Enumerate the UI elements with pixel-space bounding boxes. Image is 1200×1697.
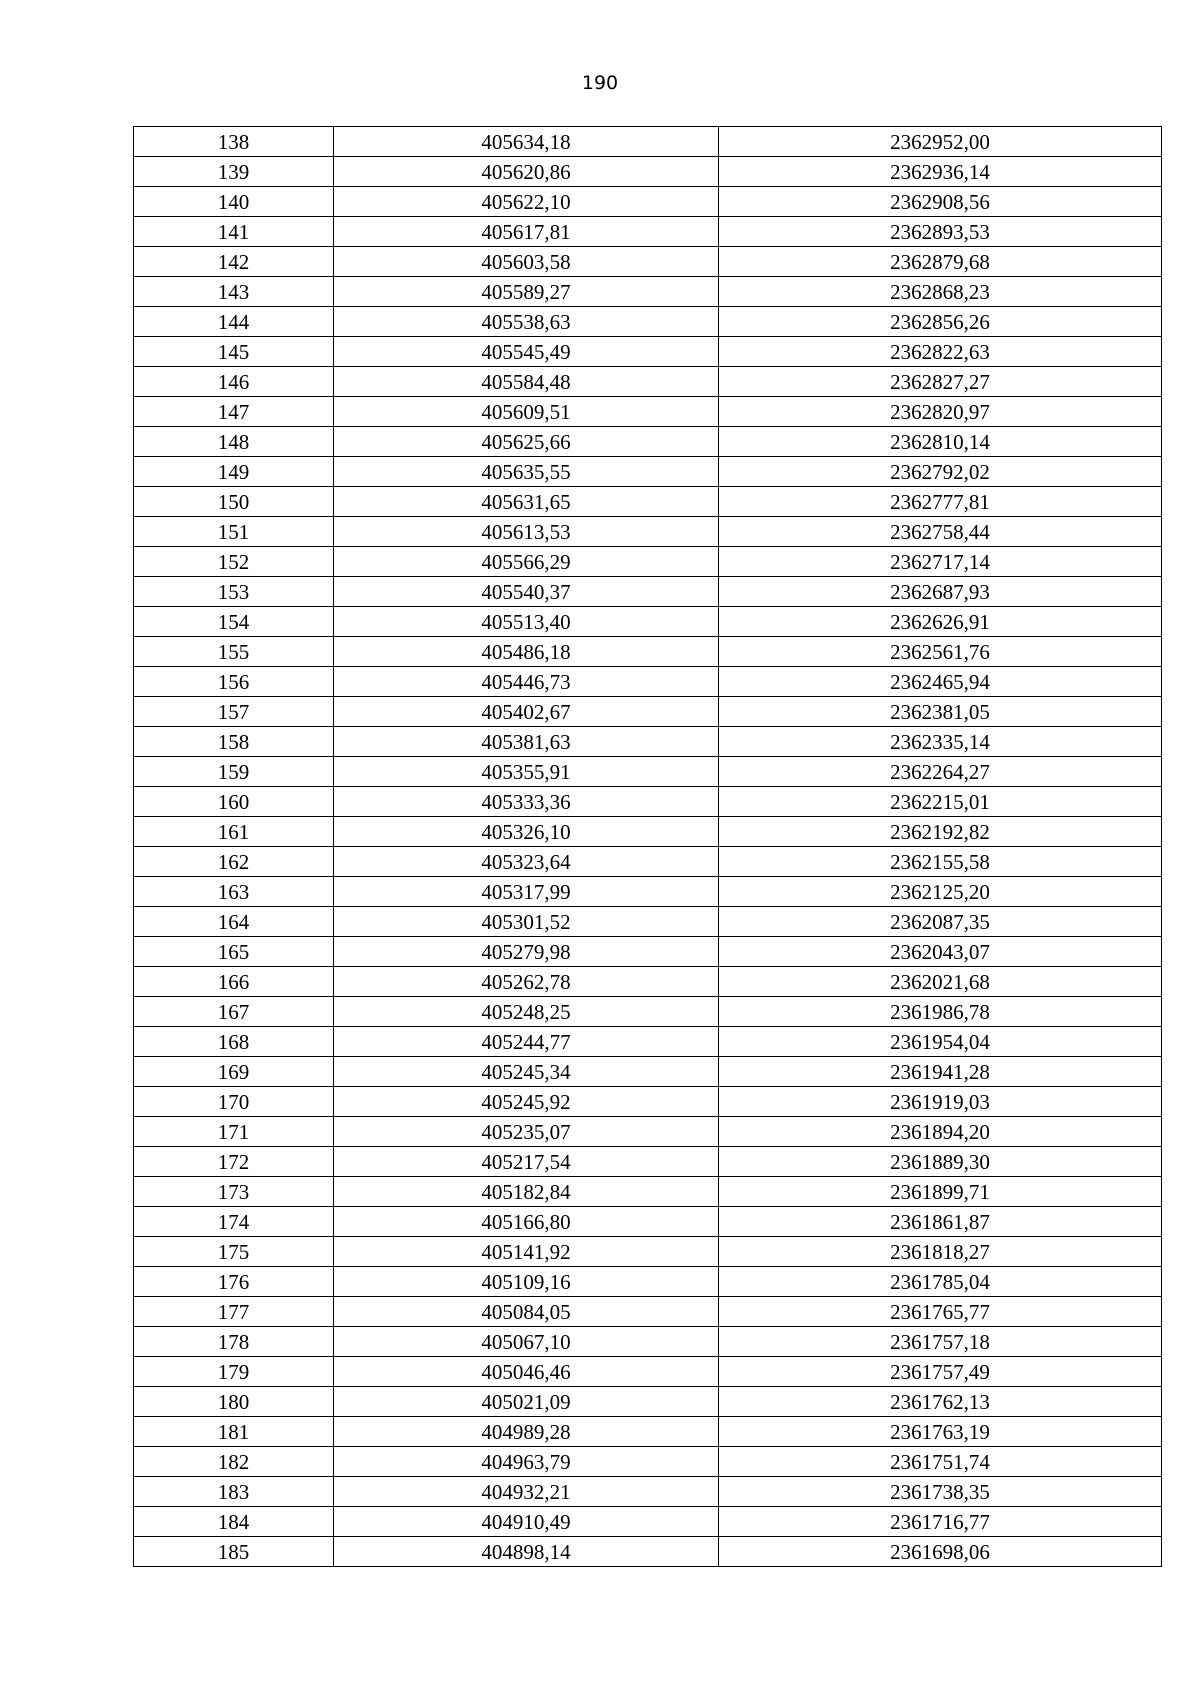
y-coordinate-cell: 2362952,00 (719, 127, 1162, 157)
y-coordinate-cell: 2362717,14 (719, 547, 1162, 577)
x-coordinate-cell: 404932,21 (334, 1477, 719, 1507)
y-coordinate-cell: 2361986,78 (719, 997, 1162, 1027)
table-row (134, 517, 1162, 547)
y-coordinate-cell: 2362561,76 (719, 637, 1162, 667)
x-coordinate-cell: 404910,49 (334, 1507, 719, 1537)
point-number-cell: 156 (134, 667, 334, 697)
table-row (134, 337, 1162, 367)
y-coordinate-cell: 2361751,74 (719, 1447, 1162, 1477)
table-row (134, 217, 1162, 247)
point-number-cell: 149 (134, 457, 334, 487)
point-number-cell: 176 (134, 1267, 334, 1297)
page-number: 190 (581, 72, 619, 94)
point-number-cell: 182 (134, 1447, 334, 1477)
y-coordinate-cell: 2361757,18 (719, 1327, 1162, 1357)
point-number-cell: 179 (134, 1357, 334, 1387)
table-row (134, 847, 1162, 877)
x-coordinate-cell: 405021,09 (334, 1387, 719, 1417)
y-coordinate-cell: 2361818,27 (719, 1237, 1162, 1267)
table-row (134, 1327, 1162, 1357)
x-coordinate-cell: 405603,58 (334, 247, 719, 277)
table-row (134, 1537, 1162, 1567)
table-row (134, 907, 1162, 937)
point-number-cell: 150 (134, 487, 334, 517)
coordinates-table-body (134, 127, 1162, 1567)
point-number-cell: 143 (134, 277, 334, 307)
point-number-cell: 138 (134, 127, 334, 157)
point-number-cell: 147 (134, 397, 334, 427)
y-coordinate-cell: 2362827,27 (719, 367, 1162, 397)
x-coordinate-cell: 405244,77 (334, 1027, 719, 1057)
point-number-cell: 165 (134, 937, 334, 967)
table-row (134, 1357, 1162, 1387)
table-row (134, 157, 1162, 187)
y-coordinate-cell: 2362087,35 (719, 907, 1162, 937)
y-coordinate-cell: 2361763,19 (719, 1417, 1162, 1447)
x-coordinate-cell: 405141,92 (334, 1237, 719, 1267)
table-row (134, 1027, 1162, 1057)
x-coordinate-cell: 405584,48 (334, 367, 719, 397)
x-coordinate-cell: 405589,27 (334, 277, 719, 307)
point-number-cell: 178 (134, 1327, 334, 1357)
x-coordinate-cell: 405355,91 (334, 757, 719, 787)
x-coordinate-cell: 404963,79 (334, 1447, 719, 1477)
y-coordinate-cell: 2362822,63 (719, 337, 1162, 367)
x-coordinate-cell: 405538,63 (334, 307, 719, 337)
x-coordinate-cell: 405084,05 (334, 1297, 719, 1327)
x-coordinate-cell: 405446,73 (334, 667, 719, 697)
x-coordinate-cell: 405631,65 (334, 487, 719, 517)
x-coordinate-cell: 405046,46 (334, 1357, 719, 1387)
table-row (134, 787, 1162, 817)
point-number-cell: 151 (134, 517, 334, 547)
point-number-cell: 146 (134, 367, 334, 397)
table-row (134, 1057, 1162, 1087)
y-coordinate-cell: 2362879,68 (719, 247, 1162, 277)
point-number-cell: 148 (134, 427, 334, 457)
x-coordinate-cell: 405109,16 (334, 1267, 719, 1297)
y-coordinate-cell: 2362758,44 (719, 517, 1162, 547)
table-row (134, 457, 1162, 487)
y-coordinate-cell: 2361765,77 (719, 1297, 1162, 1327)
table-row (134, 997, 1162, 1027)
table-row (134, 637, 1162, 667)
y-coordinate-cell: 2362381,05 (719, 697, 1162, 727)
x-coordinate-cell: 405620,86 (334, 157, 719, 187)
x-coordinate-cell: 405540,37 (334, 577, 719, 607)
coordinates-table (133, 126, 1162, 1567)
table-row (134, 607, 1162, 637)
table-row (134, 1387, 1162, 1417)
table-row (134, 727, 1162, 757)
point-number-cell: 155 (134, 637, 334, 667)
y-coordinate-cell: 2362820,97 (719, 397, 1162, 427)
y-coordinate-cell: 2361757,49 (719, 1357, 1162, 1387)
y-coordinate-cell: 2362264,27 (719, 757, 1162, 787)
x-coordinate-cell: 405617,81 (334, 217, 719, 247)
point-number-cell: 159 (134, 757, 334, 787)
table-row (134, 1477, 1162, 1507)
x-coordinate-cell: 405634,18 (334, 127, 719, 157)
table-row (134, 1207, 1162, 1237)
table-row (134, 307, 1162, 337)
table-row (134, 1447, 1162, 1477)
point-number-cell: 142 (134, 247, 334, 277)
table-row (134, 1297, 1162, 1327)
x-coordinate-cell: 405217,54 (334, 1147, 719, 1177)
y-coordinate-cell: 2362215,01 (719, 787, 1162, 817)
x-coordinate-cell: 405486,18 (334, 637, 719, 667)
x-coordinate-cell: 405245,92 (334, 1087, 719, 1117)
x-coordinate-cell: 405635,55 (334, 457, 719, 487)
x-coordinate-cell: 405245,34 (334, 1057, 719, 1087)
table-row (134, 1237, 1162, 1267)
x-coordinate-cell: 405301,52 (334, 907, 719, 937)
y-coordinate-cell: 2361716,77 (719, 1507, 1162, 1537)
x-coordinate-cell: 404989,28 (334, 1417, 719, 1447)
y-coordinate-cell: 2362043,07 (719, 937, 1162, 967)
table-row (134, 577, 1162, 607)
table-row (134, 427, 1162, 457)
x-coordinate-cell: 405513,40 (334, 607, 719, 637)
x-coordinate-cell: 405166,80 (334, 1207, 719, 1237)
x-coordinate-cell: 405402,67 (334, 697, 719, 727)
point-number-cell: 152 (134, 547, 334, 577)
point-number-cell: 139 (134, 157, 334, 187)
point-number-cell: 162 (134, 847, 334, 877)
point-number-cell: 181 (134, 1417, 334, 1447)
table-row (134, 757, 1162, 787)
y-coordinate-cell: 2361738,35 (719, 1477, 1162, 1507)
point-number-cell: 163 (134, 877, 334, 907)
y-coordinate-cell: 2362192,82 (719, 817, 1162, 847)
x-coordinate-cell: 405248,25 (334, 997, 719, 1027)
y-coordinate-cell: 2362125,20 (719, 877, 1162, 907)
table-row (134, 247, 1162, 277)
y-coordinate-cell: 2361762,13 (719, 1387, 1162, 1417)
point-number-cell: 161 (134, 817, 334, 847)
y-coordinate-cell: 2362335,14 (719, 727, 1162, 757)
point-number-cell: 175 (134, 1237, 334, 1267)
y-coordinate-cell: 2362856,26 (719, 307, 1162, 337)
point-number-cell: 168 (134, 1027, 334, 1057)
table-row (134, 487, 1162, 517)
x-coordinate-cell: 405333,36 (334, 787, 719, 817)
table-row (134, 1417, 1162, 1447)
point-number-cell: 158 (134, 727, 334, 757)
x-coordinate-cell: 404898,14 (334, 1537, 719, 1567)
table-row (134, 967, 1162, 997)
point-number-cell: 185 (134, 1537, 334, 1567)
y-coordinate-cell: 2361785,04 (719, 1267, 1162, 1297)
x-coordinate-cell: 405235,07 (334, 1117, 719, 1147)
table-row (134, 1507, 1162, 1537)
y-coordinate-cell: 2362936,14 (719, 157, 1162, 187)
x-coordinate-cell: 405182,84 (334, 1177, 719, 1207)
point-number-cell: 184 (134, 1507, 334, 1537)
table-row (134, 937, 1162, 967)
point-number-cell: 153 (134, 577, 334, 607)
table-row (134, 1147, 1162, 1177)
x-coordinate-cell: 405323,64 (334, 847, 719, 877)
point-number-cell: 177 (134, 1297, 334, 1327)
table-row (134, 667, 1162, 697)
point-number-cell: 141 (134, 217, 334, 247)
x-coordinate-cell: 405279,98 (334, 937, 719, 967)
y-coordinate-cell: 2362626,91 (719, 607, 1162, 637)
y-coordinate-cell: 2362777,81 (719, 487, 1162, 517)
y-coordinate-cell: 2361941,28 (719, 1057, 1162, 1087)
y-coordinate-cell: 2362810,14 (719, 427, 1162, 457)
y-coordinate-cell: 2361899,71 (719, 1177, 1162, 1207)
x-coordinate-cell: 405381,63 (334, 727, 719, 757)
table-row (134, 877, 1162, 907)
x-coordinate-cell: 405566,29 (334, 547, 719, 577)
y-coordinate-cell: 2361889,30 (719, 1147, 1162, 1177)
table-row (134, 547, 1162, 577)
point-number-cell: 164 (134, 907, 334, 937)
table-row (134, 127, 1162, 157)
table-row (134, 187, 1162, 217)
point-number-cell: 171 (134, 1117, 334, 1147)
y-coordinate-cell: 2362893,53 (719, 217, 1162, 247)
point-number-cell: 170 (134, 1087, 334, 1117)
table-row (134, 277, 1162, 307)
x-coordinate-cell: 405622,10 (334, 187, 719, 217)
x-coordinate-cell: 405545,49 (334, 337, 719, 367)
x-coordinate-cell: 405262,78 (334, 967, 719, 997)
table-row (134, 1117, 1162, 1147)
x-coordinate-cell: 405067,10 (334, 1327, 719, 1357)
y-coordinate-cell: 2362465,94 (719, 667, 1162, 697)
y-coordinate-cell: 2361861,87 (719, 1207, 1162, 1237)
table-row (134, 697, 1162, 727)
x-coordinate-cell: 405625,66 (334, 427, 719, 457)
x-coordinate-cell: 405326,10 (334, 817, 719, 847)
point-number-cell: 157 (134, 697, 334, 727)
point-number-cell: 154 (134, 607, 334, 637)
point-number-cell: 169 (134, 1057, 334, 1087)
y-coordinate-cell: 2362021,68 (719, 967, 1162, 997)
y-coordinate-cell: 2362908,56 (719, 187, 1162, 217)
point-number-cell: 160 (134, 787, 334, 817)
point-number-cell: 167 (134, 997, 334, 1027)
x-coordinate-cell: 405317,99 (334, 877, 719, 907)
point-number-cell: 183 (134, 1477, 334, 1507)
point-number-cell: 174 (134, 1207, 334, 1237)
table-row (134, 1177, 1162, 1207)
y-coordinate-cell: 2362155,58 (719, 847, 1162, 877)
y-coordinate-cell: 2361954,04 (719, 1027, 1162, 1057)
y-coordinate-cell: 2362868,23 (719, 277, 1162, 307)
table-row (134, 817, 1162, 847)
y-coordinate-cell: 2361894,20 (719, 1117, 1162, 1147)
point-number-cell: 144 (134, 307, 334, 337)
table-row (134, 1087, 1162, 1117)
y-coordinate-cell: 2361698,06 (719, 1537, 1162, 1567)
point-number-cell: 180 (134, 1387, 334, 1417)
point-number-cell: 172 (134, 1147, 334, 1177)
table-row (134, 367, 1162, 397)
point-number-cell: 166 (134, 967, 334, 997)
point-number-cell: 140 (134, 187, 334, 217)
x-coordinate-cell: 405609,51 (334, 397, 719, 427)
y-coordinate-cell: 2361919,03 (719, 1087, 1162, 1117)
y-coordinate-cell: 2362792,02 (719, 457, 1162, 487)
table-row (134, 397, 1162, 427)
x-coordinate-cell: 405613,53 (334, 517, 719, 547)
y-coordinate-cell: 2362687,93 (719, 577, 1162, 607)
table-row (134, 1267, 1162, 1297)
point-number-cell: 173 (134, 1177, 334, 1207)
point-number-cell: 145 (134, 337, 334, 367)
